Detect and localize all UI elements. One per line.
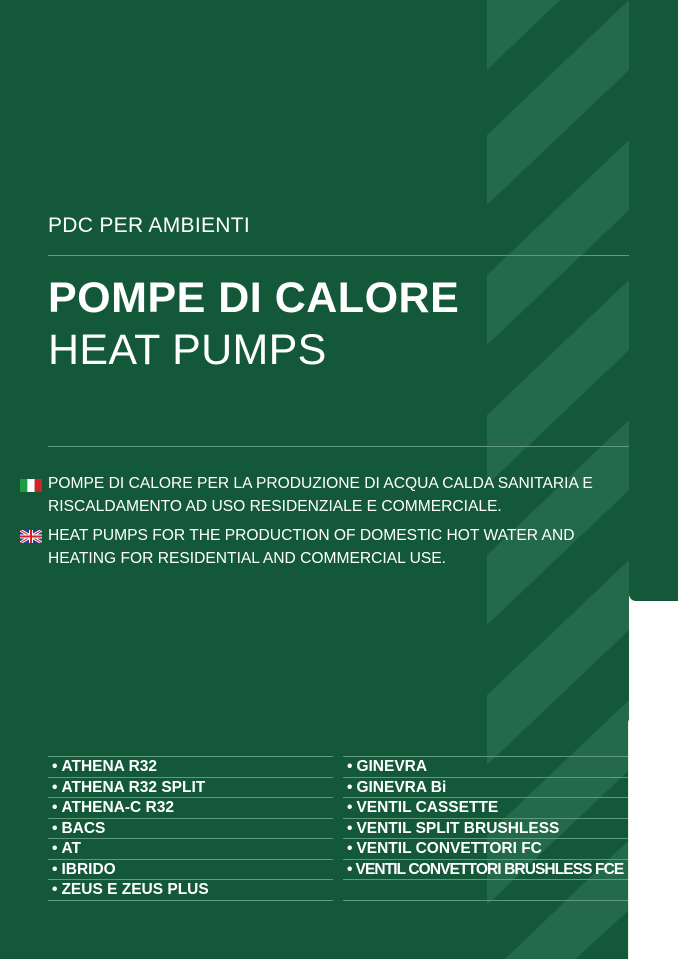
description-italian bbox=[48, 472, 623, 518]
description-italian-line-1: POMPE DI CALORE PER LA PRODUZIONE DI ACQUA CALDA SANITARIA E bbox=[48, 475, 593, 492]
list-item[interactable]: • VENTIL CASSETTE bbox=[343, 797, 629, 818]
list-item[interactable]: • ATHENA R32 SPLIT bbox=[48, 777, 333, 798]
list-item[interactable]: • VENTIL CONVETTORI BRUSHLESS FCE bbox=[343, 859, 629, 880]
section-tab-gap bbox=[629, 601, 678, 716]
list-item[interactable]: • VENTIL CONVETTORI FC bbox=[343, 838, 629, 859]
product-list-left bbox=[48, 756, 333, 901]
list-item[interactable]: • VENTIL SPLIT BRUSHLESS bbox=[343, 818, 629, 839]
description-italian-line-2: RISCALDAMENTO AD USO RESIDENZIALE E COMMERCIALE. bbox=[48, 498, 502, 515]
page-title: POMPE DI CALORE bbox=[48, 274, 460, 322]
italy-flag-icon bbox=[20, 479, 42, 492]
description-english bbox=[48, 524, 623, 570]
list-item[interactable]: • IBRIDO bbox=[48, 859, 333, 880]
description-english-line-2: HEATING FOR RESIDENTIAL AND COMMERCIAL USE. bbox=[48, 550, 446, 567]
list-item[interactable]: • GINEVRA Bi bbox=[343, 777, 629, 798]
page-subtitle: HEAT PUMPS bbox=[48, 326, 327, 374]
description-divider bbox=[48, 446, 629, 447]
uk-flag-icon bbox=[20, 530, 42, 543]
list-item[interactable]: • BACS bbox=[48, 818, 333, 839]
category-label: PDC PER AMBIENTI bbox=[48, 214, 251, 237]
list-item[interactable]: • AT bbox=[48, 838, 333, 859]
list-item[interactable]: • ATHENA-C R32 bbox=[48, 797, 333, 818]
section-tab-lower bbox=[629, 716, 678, 959]
product-list-right bbox=[343, 756, 629, 901]
description-english-line-1: HEAT PUMPS FOR THE PRODUCTION OF DOMESTIC HOT WATER AND bbox=[48, 527, 575, 544]
list-bottom-rule bbox=[343, 900, 629, 901]
section-tab-upper bbox=[629, 0, 678, 601]
list-item[interactable]: • ATHENA R32 bbox=[48, 756, 333, 777]
header-divider bbox=[48, 255, 629, 256]
list-item[interactable]: • ZEUS E ZEUS PLUS bbox=[48, 879, 333, 900]
list-item-empty bbox=[343, 879, 629, 900]
list-item[interactable]: • GINEVRA bbox=[343, 756, 629, 777]
